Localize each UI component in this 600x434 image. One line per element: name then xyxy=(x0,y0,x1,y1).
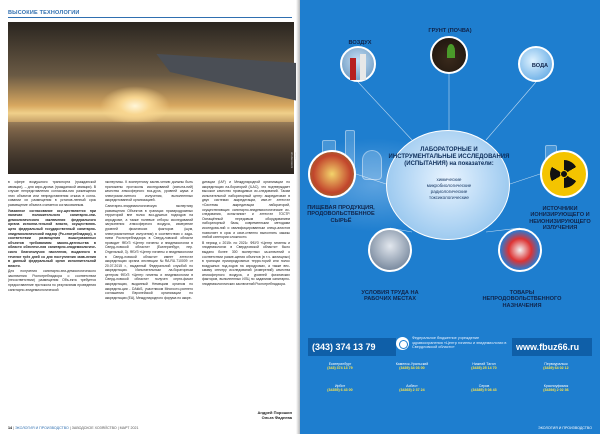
indicator-item: химические xyxy=(436,177,462,182)
indicator-item: токсикологические xyxy=(429,195,469,200)
paragraph: Санитарно-эпидемиологическую экспертизу размещения Объектов в границах приаэродромных территорий вне полос воз-душных подходов на аэродроме, а также полевые отборы исследований загрязнения атмосферного воздуха, измерение уровней физических факторов (шум, электромагнитные излучения) в соответствии с зада-нием Роспотребнадзора в Сверд-ловской области проводит ФБУЗ «Центр гигиены и эпидемиологии в Сверд-ловской области» (Екатеринбург, пер. Отдельный, 3). ФБУЗ «Центр гигиены и эпидемиологии в Сверд-ловской области» имеет аттестат аккредитации органа инспекции №RA.RU.710009 от 20.07.2015 г., выданный Федеральной службой по аккредитации. Испытательным ла-бораторным центром ФБУЗ «Центр гигиены и эпидемиологии в Сверд-ловской области» получен серти-фикат аккредитации, выданный Немецким органом по аккредита-ции - DAkkS, участником Многосто-роннего соглашения Европейской организации по аккредитации (EA), Международного форума по аккре- xyxy=(105,203,193,300)
website-link[interactable]: www.fbuz66.ru xyxy=(512,338,592,356)
branch-contact xyxy=(380,362,444,371)
right-page xyxy=(300,0,600,434)
paragraph: в сфере воздушного транспорта (гражданской авиации), – для аэро-дрома (гражданской авиации). В случае непредставления согласова-ния размещения этих объектов или непредставления отказа в согла-совании их размещения в установ-ленный срок размещение объекта считается согласованным. xyxy=(8,180,96,207)
branch-phone[interactable]: (34355) 6 43 00 xyxy=(327,388,353,393)
connector-air xyxy=(358,82,412,140)
workplace-image xyxy=(368,228,412,272)
footer-separator: | xyxy=(117,426,120,430)
footer-separator: | xyxy=(13,426,15,430)
right-page-footer: ЭКОЛОГИЯ И ПРОИЗВОДСТВО xyxy=(538,426,592,430)
label-work-conditions: УСЛОВИЯ ТРУДА НА РАБОЧИХ МЕСТАХ xyxy=(361,290,419,303)
research-indicators xyxy=(387,177,511,201)
branch-city: Серов xyxy=(478,384,490,388)
sun-glow xyxy=(100,86,170,126)
paragraph: дитации (IAF) и Международной организации по аккредитации ла-бораторий (ILAC), что подтверждает высокое качество проводимых ис-следований. Таким испытательной лабораторный центр аккредитован в двух системах аккредитации, име-ет аттестат «Системы аккредитации лабораторий, осуществляющих санитарно-эпидемиологические ис-следования, испытания» и аттестат ГОСТР. Оснащённый передовым оборудованием лабораторный базы, современными методами исследова-ний и квалифицированным специ-алистов позволяет в срок и каче-ственно выполнять заказы любой категории сложности. xyxy=(202,180,290,240)
main-phone[interactable]: (343) 374 13 79 xyxy=(308,338,396,356)
branch-contact xyxy=(452,362,516,371)
branch-contact xyxy=(524,384,588,393)
label-consumer-goods: ТОВАРЫ НЕПРОДОВОЛЬСТВЕННОГО НАЗНАЧЕНИЯ xyxy=(482,290,562,309)
branch-city: Каменск-Уральский xyxy=(395,362,429,366)
chimney-icon xyxy=(350,58,356,80)
author-signature: Андрей Порошин Ольга Фадеева xyxy=(257,410,292,420)
branch-phone[interactable]: (34385) 5 08 43 xyxy=(471,388,497,393)
branch-city: Асбест xyxy=(406,384,418,388)
branch-city: Нижний Тагил xyxy=(472,362,496,366)
branch-phone[interactable]: (34394) 2 02 36 xyxy=(543,388,569,393)
organization-name: Федеральное бюджетное учреждение здравоохранения «Центр гигиены и эпидемиологии в Свердловской области» xyxy=(412,336,507,350)
label-soil: ГРУНТ (ПОЧВА) xyxy=(428,28,472,34)
magazine-name: ЭКОЛОГИЯ И ПРОИЗВОДСТВО xyxy=(14,426,69,430)
branch-contact xyxy=(308,362,372,371)
research-title: ЛАБОРАТОРНЫЕ И ИНСТРУМЕНТАЛЬНЫЕ ИССЛЕДОВАНИЯ (ИСПЫТАНИЯ) на показатели: xyxy=(388,147,510,167)
branch-contacts xyxy=(308,360,592,420)
label-food: ПИЩЕВАЯ ПРОДУКЦИЯ, ПРОДОВОЛЬСТВЕННОЕ СЫРЬЁ xyxy=(307,205,375,224)
branch-phone[interactable]: (3439) 64 02 12 xyxy=(543,366,569,371)
branch-contact xyxy=(452,384,516,393)
footer-separator: | xyxy=(69,426,72,430)
label-air: ВОЗДУХ xyxy=(348,40,372,46)
indicator-item: радиологические xyxy=(430,189,468,194)
connector-radiation xyxy=(510,174,540,184)
consumer-goods-image xyxy=(498,228,542,272)
left-page-footer xyxy=(8,426,138,430)
connector-water xyxy=(486,82,536,140)
branch-phone[interactable]: (3435) 25 14 70 xyxy=(471,366,497,371)
branch-city: Ирбит xyxy=(334,384,346,388)
air-pollution-image xyxy=(340,46,376,82)
branch-contact xyxy=(308,384,372,393)
airplane-wing-photo xyxy=(8,22,294,174)
article-column-3 xyxy=(202,180,290,408)
label-radiation: ИСТОЧНИКИ ИОНИЗИРУЮЩЕГО И НЕИОНИЗИРУЮЩЕГО ИЗЛУЧЕНИЯ xyxy=(529,206,591,232)
branch-contact xyxy=(380,384,444,393)
article-column-1 xyxy=(8,180,96,420)
paragraph: Указанное согласование осу-ществляется при наличии положительного санитарно-эпи-демиологического заключения федерального органа исполни-тельной власти, осуществляю-щего федеральный государственный санитарно-эпидемиологический надзор (Ро-спотребнадзор), о соответствии размещения вышеуказанных объектов требованиям законо-дательства в области обеспече-ния санитарно-эпидемиологиче-ского благополучия населения, выданного в течение трёх дней со дня поступления заяв-ления в данный федеральный орган исполнительной власти. xyxy=(8,208,96,268)
paragraph: В период с 2015г. по 2021г. ФБУЗ «Центр гигиены и эпидемиологии в Свердловской области» было выдано более 300 экспертных за-ключений о соответствии разме-щения объектов (в т.ч. жилищных) в границах приаэродромных терри-торий или полос воздушных под-ходов на аэродромах, а также вес-ьмаму спектру исследований (измерений) качества атмосферного воздуха, и уровней физических факторов, выполненных ИЛЦ по заданиям санитарно-эпидемиологических заключений Роспотребнадзора. xyxy=(202,240,290,287)
branch-city: Красноуфимск xyxy=(543,384,569,388)
paragraph: экспертизы. К экспертному заклю-чению должны быть приложены протоколы исследований (испыта-ний) качества атмосферного воз-духа, уровней шума и электромаг-нитного излучения, выполненных аккредитованной организацией. xyxy=(105,180,193,203)
label-water: ВОДА xyxy=(531,63,549,69)
clouds xyxy=(8,122,294,174)
branch-contact xyxy=(524,362,588,371)
footer-section: ЗАВОДСКОЕ ХОЗЯЙСТВО xyxy=(71,426,117,430)
food-products-image xyxy=(308,150,356,198)
connector-food xyxy=(356,174,386,184)
branch-city: Екатеринбург xyxy=(328,362,352,366)
aircraft-wing xyxy=(152,42,316,104)
central-research-circle xyxy=(386,130,510,240)
branch-city: Первоуральск xyxy=(544,362,568,366)
chimney-icon xyxy=(360,54,366,80)
footer-issue: МАРТ 2021 xyxy=(119,426,139,430)
org-logo-icon xyxy=(396,337,409,350)
article-column-2 xyxy=(105,180,193,420)
soil-image xyxy=(430,36,468,74)
rubric-header: ВЫСОКИЕ ТЕХНОЛОГИИ xyxy=(8,10,80,16)
indicator-item: микробиологические xyxy=(426,183,472,188)
branch-phone[interactable]: (34365) 2 37 24 xyxy=(399,388,425,393)
branch-phone[interactable]: (343) 374 13 79 xyxy=(327,366,353,371)
rubric-divider xyxy=(8,17,292,18)
page-number: 14 xyxy=(8,426,12,430)
photo-credit: shutterstock xyxy=(290,152,294,169)
radiation-image xyxy=(540,150,588,198)
branch-phone[interactable]: (3439) 34 03 00 xyxy=(399,366,425,371)
article-columns xyxy=(8,180,292,420)
radiation-core xyxy=(560,170,568,178)
sprout-icon xyxy=(447,44,455,58)
paragraph: Для получения санитарно-эпи-демиологического заключения Роспотребнадзора о соответствии (несоответствии) размещения Объ-екта требуется предоставление протокола по результатам проведения санитарно-эпидемиологической xyxy=(8,269,96,292)
